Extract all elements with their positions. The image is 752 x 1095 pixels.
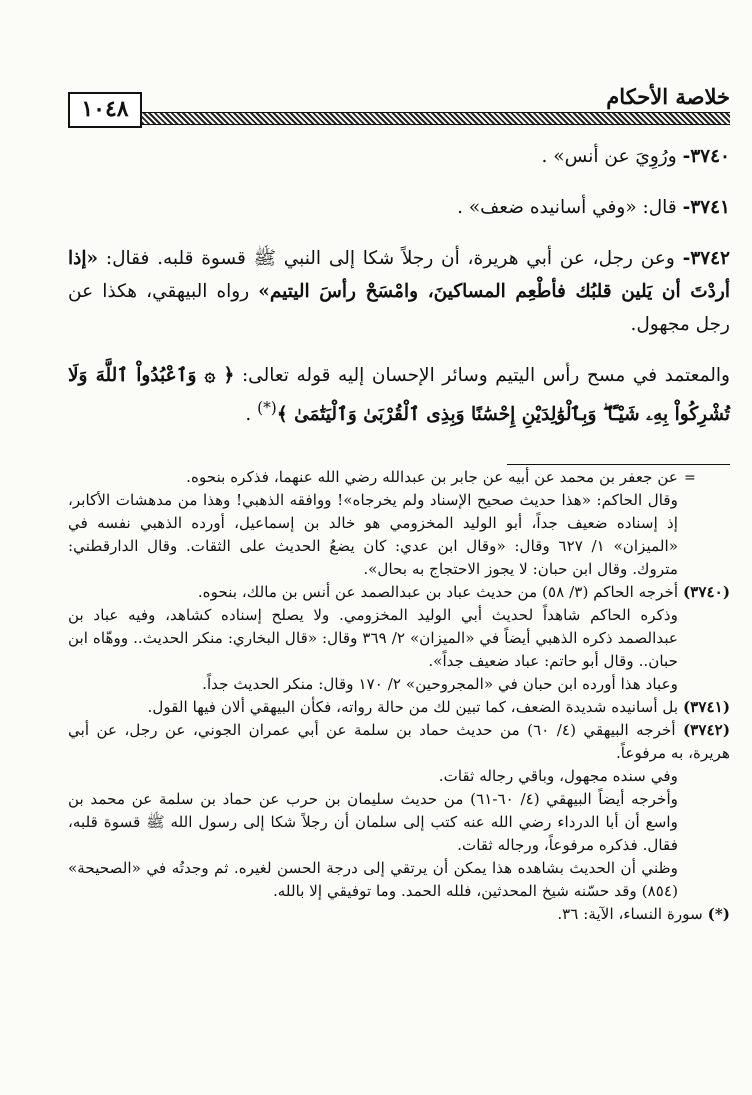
hadith-tail: رواه البيهقي، هكذا عن رجل مجهول. <box>68 281 730 335</box>
hadith-3742 <box>68 242 730 341</box>
hadith-intro: وعن رجل، عن أبي هريرة، أن رجلاً شكا إلى النبي ﷺ قسوة قلبه. فقال: <box>105 248 675 269</box>
conclusion-paragraph <box>68 359 730 431</box>
hadith-text: قال: «وفي أسانيده ضعف» . <box>457 197 677 218</box>
footnote-number: (٣٧٤١) <box>682 698 730 716</box>
footnote-3742-b: وفي سنده مجهول، وباقي رجاله ثقات. <box>438 767 678 785</box>
footnote-number: (٣٧٤٢) <box>682 721 730 739</box>
footnote-marker: (*) <box>707 905 730 923</box>
continuation-mark: = <box>684 470 696 486</box>
footnote-number: (٣٧٤٠) <box>682 583 730 601</box>
footnote-text: أخرجه البيهقي (٤/ ٦٠) من حديث حماد بن سلمة عن أبي عمران الجوني، عن رجل، عن أبي هريرة، به مرفوعاً. <box>68 721 730 762</box>
footnote-text: سورة النساء، الآية: ٣٦. <box>557 905 703 923</box>
footnote-separator <box>507 464 730 465</box>
footnote-star <box>68 903 730 926</box>
footnote-3742-c: وأخرجه أيضاً البيهقي (٤/ ٦٠-٦١) من حديث سليمان بن حرب عن حماد بن سلمة عن محمد بن واسع أن أبا الدرداء رضي الله عنه كتب إلى سلمان أن رجلاً شكا إلى رسول الله ﷺ قسوة قلبه، فقال. فذكره مرفوعاً، ورجاله ثقات. <box>68 790 678 854</box>
footnote-marker: (*) <box>257 399 277 417</box>
footnote-3742-d: وظني أن الحديث بشاهده هذا يمكن أن يرتقي إلى درجة الحسن لغيره. ثم وجدتُه في «الصحيحة» (٨٥٤) وقد حسّنه شيخ المحدثين، فلله الحمد. وما توفيقي إلا بالله. <box>68 859 678 900</box>
book-title: خلاصة الأحكام <box>606 84 730 109</box>
hadith-number: ٣٧٤٢- <box>682 248 730 269</box>
conclusion-text: والمعتمد في مسح رأس اليتيم وسائر الإحسان إليه قوله تعالى: <box>241 365 730 386</box>
hadith-quote: «إذا أردْتَ أن يَلين قلبُك فأطْعِم المساكينَ، وامْسَحْ رأسَ اليتيم» <box>68 248 730 302</box>
footnote-text: أخرجه الحاكم (٣/ ٥٨) من حديث عباد بن عبدالصمد عن أنس بن مالك، بنحوه. <box>197 583 679 601</box>
footnote-continued-2: وقال الحاكم: «هذا حديث صحيح الإسناد ولم يخرجاه»! ووافقه الذهبي! وهذا من مدهشات الأكابر، إذ إسناده ضعيف جداً، أبو الوليد المخزومي هو خالد بن إسماعيل، أورده الذهبي نفسه في «الميزان» ١/ ٦٢٧ وقال: «وقال ابن عدي: كان يضعُ الحديث على الثقات. وقال الدارقطني: متروك. وقال ابن حبان: لا يجوز الاحتجاج به بحال». <box>68 491 678 578</box>
header-rule <box>142 112 730 125</box>
footnote-3740-b: وذكره الحاكم شاهداً لحديث أبي الوليد المخزومي. ولا يصلح إسناده كشاهد، وفيه عباد بن عبدالصمد ذكره الذهبي أيضاً في «الميزان» ٢/ ٣٦٩ وقال: «قال البخاري: منكر الحديث.. ووهّاه ابن حبان.. وقال أبو حاتم: عباد ضعيف جداً». <box>68 606 678 670</box>
hadith-3740 <box>68 140 730 173</box>
quran-verse: ﴿ ۞ وَٱعْبُدُواْ ٱللَّهَ وَلَا تُشْرِكُواْ بِهِۦ شَيْـًٔا ۖ وَبِٱلْوَٰلِدَيْنِ إِحْسَٰنًا وَبِذِى ٱلْقُرْبَىٰ وَٱلْيَتَٰمَىٰ ﴾ <box>68 365 730 426</box>
footnote-3740-c: وعباد هذا أورده ابن حبان في «المجروحين» ٢/ ١٧٠ وقال: منكر الحديث جداً. <box>202 675 678 693</box>
hadith-3741 <box>68 191 730 224</box>
footnote-continued-1: عن جعفر بن محمد عن أبيه عن جابر بن عبدالله رضي الله عنهما، فذكره بنحوه. <box>186 468 678 486</box>
footnotes <box>68 466 730 926</box>
hadith-number: ٣٧٤٠- <box>682 146 730 167</box>
footnote-3742 <box>68 719 730 765</box>
hadith-number: ٣٧٤١- <box>682 197 730 218</box>
page-number: ١٠٤٨ <box>68 92 142 128</box>
conclusion-end: . <box>245 404 252 426</box>
page-header <box>68 78 730 128</box>
footnote-text: بل أسانيده شديدة الضعف، كما تبين لك من حالة رواته، فكأن البيهقي ألان فيها القول. <box>147 698 679 716</box>
hadith-text: ورُوِيَ عن أنس» . <box>541 146 677 167</box>
main-text <box>68 140 730 431</box>
footnote-3741 <box>68 696 730 719</box>
footnote-3740 <box>68 581 730 604</box>
